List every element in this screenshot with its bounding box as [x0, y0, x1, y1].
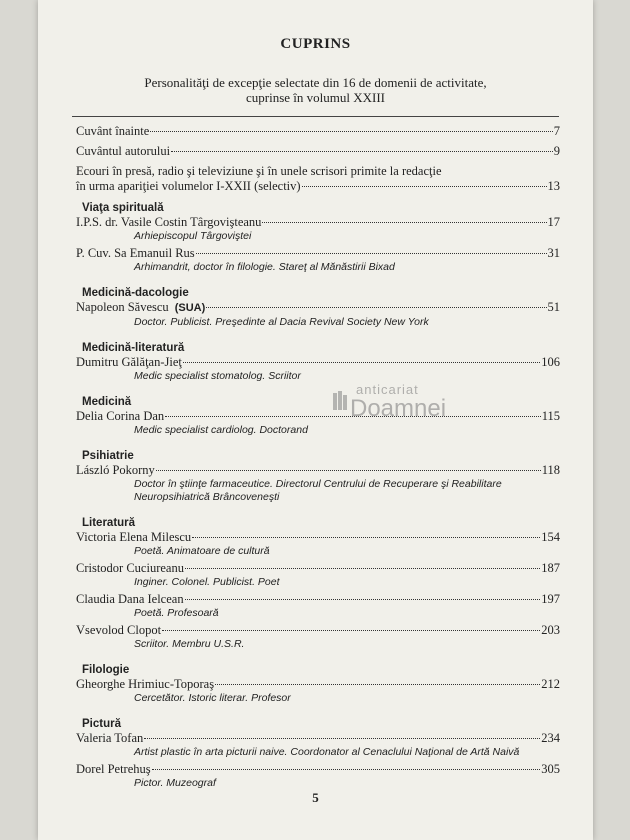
entry-name: Cristodor Cuciureanu	[76, 561, 184, 575]
leader-dots	[171, 151, 553, 152]
toc-entry	[76, 530, 560, 545]
toc-entry-title	[76, 300, 205, 316]
spacer	[76, 705, 560, 717]
toc-entry-title	[76, 561, 184, 576]
watermark	[336, 382, 486, 442]
toc-entry	[76, 355, 560, 370]
entry-name: Vsevolod Clopot	[76, 623, 162, 637]
toc-entry-title	[76, 409, 164, 424]
leader-dots	[144, 738, 540, 739]
section-heading: Viaţa spirituală	[82, 202, 164, 214]
leader-dots	[162, 630, 540, 631]
toc-entry-page: 51	[547, 300, 560, 314]
toc-entry-page: 17	[547, 215, 560, 229]
toc-entry	[76, 561, 560, 576]
entry-description: Cercetător. Istoric literar. Profesor	[134, 692, 291, 704]
toc-entry-page: 9	[553, 144, 560, 158]
spacer	[76, 194, 560, 201]
toc-entry	[76, 215, 560, 230]
toc-entry-page: 187	[541, 561, 560, 575]
toc-entry	[76, 463, 560, 478]
leader-dots	[152, 769, 541, 770]
entry-description: Medic specialist cardiolog. Doctorand	[134, 424, 308, 436]
toc-entry-title: în urma apariţiei volumelor I-XXII (selectiv)	[76, 179, 301, 193]
entry-description: Medic specialist stomatolog. Scriitor	[134, 370, 301, 382]
toc-entry-page: 305	[541, 762, 560, 776]
spacer	[76, 383, 560, 395]
books-icon	[332, 390, 350, 412]
section-heading: Psihiatrie	[82, 450, 134, 462]
section-heading: Medicină	[82, 396, 132, 408]
subtitle-line: cuprinse în volumul XXIII	[245, 90, 385, 105]
entry-name: Delia Corina Dan	[76, 409, 165, 423]
toc-entry	[76, 300, 560, 316]
toc-entry-page: 212	[541, 677, 560, 691]
book-page	[38, 0, 593, 840]
toc-entry	[76, 409, 560, 424]
toc-entry-title	[76, 530, 191, 545]
entry-name: Gheorghe Hrimiuc-Toporaş	[76, 677, 215, 691]
entry-description: Pictor. Muzeograf	[134, 777, 216, 789]
leader-dots	[206, 307, 546, 308]
leader-dots	[156, 470, 541, 471]
entry-name: I.P.S. dr. Vasile Costin Târgovişteanu	[76, 215, 262, 229]
toc-entry-line	[76, 179, 560, 194]
toc-entry	[76, 246, 560, 261]
leader-dots	[183, 362, 540, 363]
entry-description: Poetă. Profesoară	[134, 607, 219, 619]
toc-entry	[76, 762, 560, 777]
toc-entry-title	[76, 215, 261, 230]
spacer	[76, 329, 560, 341]
divider	[72, 116, 559, 117]
toc-entry	[76, 677, 560, 692]
toc-entry	[76, 144, 560, 159]
leader-dots	[150, 131, 553, 132]
entry-description: Arhiepiscopul Târgoviştei	[134, 230, 252, 242]
entry-description: Doctor. Publicist. Preşedinte al Dacia Revival Society New York	[134, 316, 429, 328]
entry-name: Victoria Elena Milescu	[76, 530, 192, 544]
section-heading: Medicină-dacologie	[82, 287, 189, 299]
toc-entry	[76, 731, 560, 746]
entry-description: Scriitor. Membru U.S.R.	[134, 638, 245, 650]
toc-entry-title	[76, 592, 184, 607]
toc-entry-page: 31	[547, 246, 560, 260]
spacer	[76, 651, 560, 663]
toc-sections	[76, 194, 560, 790]
section-heading: Pictură	[82, 718, 121, 730]
toc-entry-page: 234	[541, 731, 560, 745]
toc-entry-page: 197	[541, 592, 560, 606]
toc-entry-title: Cuvânt înainte	[76, 124, 150, 138]
toc-entry-page: 118	[541, 463, 560, 477]
spacer	[76, 437, 560, 449]
entry-name: Claudia Dana Ielcean	[76, 592, 184, 606]
entry-name: Valeria Tofan	[76, 731, 144, 745]
leader-dots	[192, 537, 540, 538]
watermark-top: anticariat	[356, 382, 419, 397]
toc-entry-page: 13	[547, 179, 560, 193]
leader-dots	[196, 253, 547, 254]
toc-entry-title	[76, 246, 195, 261]
toc-entry-title	[76, 355, 182, 370]
leader-dots	[185, 568, 540, 569]
toc-entry	[76, 623, 560, 638]
toc-entry	[76, 164, 560, 194]
toc-entry-page: 203	[541, 623, 560, 637]
subtitle	[78, 75, 553, 105]
entry-name: László Pokorny	[76, 463, 155, 477]
toc-entry-title: Ecouri în presă, radio şi televiziune şi în unele scrisori primite la redacţie	[76, 164, 442, 178]
entry-name: Napoleon Săvescu	[76, 300, 169, 314]
leader-dots	[185, 599, 541, 600]
page-title: CUPRINS	[280, 36, 351, 52]
section-heading: Literatură	[82, 517, 136, 529]
leader-dots	[302, 186, 547, 187]
entry-description: Arhimandrit, doctor în filologie. Stareţ al Mănăstirii Bixad	[134, 261, 395, 273]
toc-entry-title: Cuvântul autorului	[76, 144, 171, 158]
toc-entry-page: 154	[541, 530, 560, 544]
toc-entry	[76, 592, 560, 607]
toc-entry	[76, 124, 560, 139]
subtitle-line: Personalităţi de excepţie selectate din 16 de domenii de activitate,	[144, 75, 487, 90]
toc-entry-title	[76, 762, 151, 777]
entry-description: Inginer. Colonel. Publicist. Poet	[134, 576, 280, 588]
entry-description: Artist plastic în arta picturii naive. Coordonator al Cenaclului Naţional de Artă Naivă	[134, 746, 520, 758]
entry-description: Neuropsihiatrică Brâncoveneşti	[134, 491, 280, 503]
spacer	[76, 504, 560, 516]
entry-name: Dorel Petrehuş	[76, 762, 151, 776]
watermark-main: Doamnei	[350, 395, 447, 422]
entry-name: Dumitru Gălăţan-Jieţ	[76, 355, 182, 369]
section-heading: Filologie	[82, 664, 130, 676]
leader-dots	[215, 684, 540, 685]
country-tag: (SUA)	[174, 302, 206, 314]
page-number: 5	[312, 790, 319, 805]
leader-dots	[262, 222, 546, 223]
entry-description: Poetă. Animatoare de cultură	[134, 545, 270, 557]
toc-entry-page: 106	[541, 355, 560, 369]
entry-name: P. Cuv. Sa Emanuil Rus	[76, 246, 195, 260]
toc-entry-title	[76, 731, 143, 746]
toc-entry-title	[76, 463, 155, 478]
table-of-contents	[76, 124, 560, 790]
toc-entry-title	[76, 677, 214, 692]
entry-description: Doctor în ştiinţe farmaceutice. Directorul Centrului de Recuperare şi Reabilitare	[134, 478, 502, 490]
toc-entry-page: 7	[553, 124, 560, 138]
section-heading: Medicină-literatură	[82, 342, 185, 354]
toc-entry-title	[76, 623, 161, 638]
toc-entry-page: 115	[541, 409, 560, 423]
spacer	[76, 274, 560, 286]
